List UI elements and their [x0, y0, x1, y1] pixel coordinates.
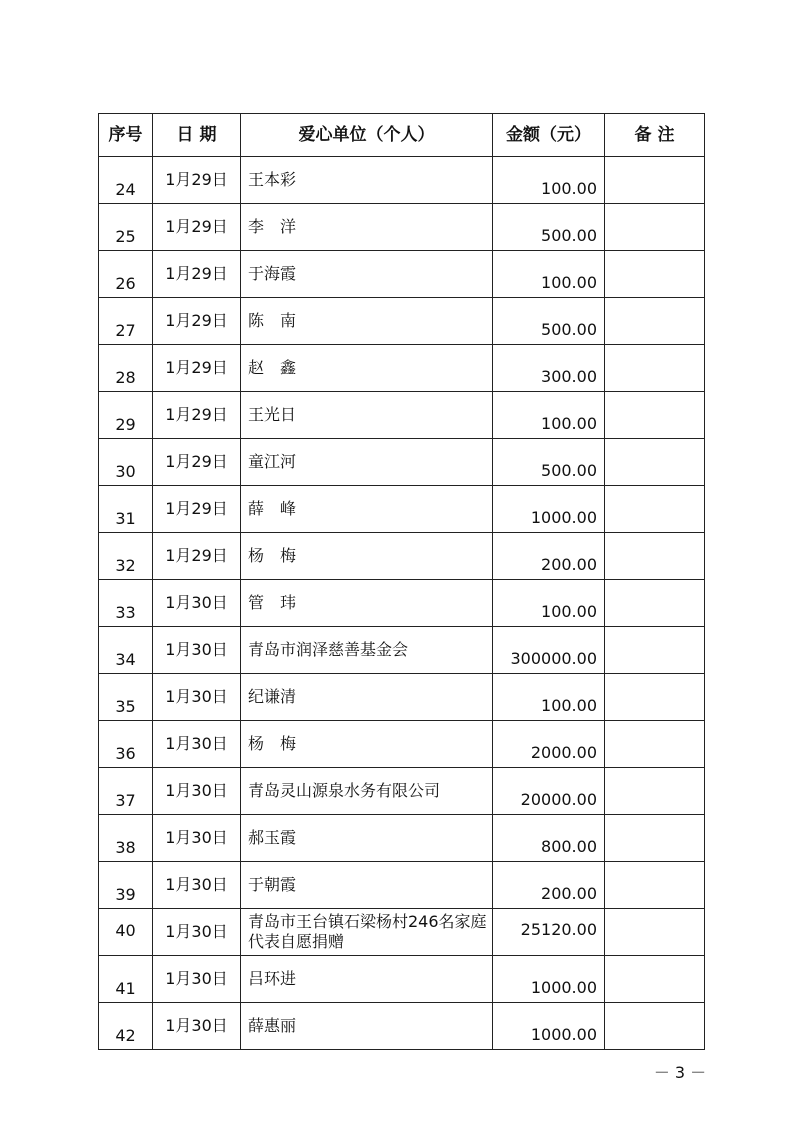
cell-donor: 薛惠丽 [241, 1003, 493, 1050]
cell-amount: 25120.00 [493, 909, 605, 956]
header-note: 备 注 [605, 114, 705, 157]
header-donor: 爱心单位（个人） [241, 114, 493, 157]
header-amount: 金额（元） [493, 114, 605, 157]
cell-seq: 32 [99, 533, 153, 580]
cell-note [605, 627, 705, 674]
cell-note [605, 1003, 705, 1050]
table-row [99, 533, 705, 580]
cell-amount: 500.00 [493, 298, 605, 345]
cell-amount: 300.00 [493, 345, 605, 392]
cell-note [605, 204, 705, 251]
table-row [99, 251, 705, 298]
cell-amount: 20000.00 [493, 768, 605, 815]
table-row [99, 439, 705, 486]
cell-donor: 郝玉霞 [241, 815, 493, 862]
cell-seq: 31 [99, 486, 153, 533]
table-row [99, 1003, 705, 1050]
cell-donor: 童江河 [241, 439, 493, 486]
table-row [99, 862, 705, 909]
cell-seq: 27 [99, 298, 153, 345]
cell-note [605, 251, 705, 298]
cell-donor: 赵 鑫 [241, 345, 493, 392]
cell-date: 1月30日 [153, 862, 241, 909]
cell-date: 1月29日 [153, 251, 241, 298]
table-row [99, 768, 705, 815]
cell-donor: 薛 峰 [241, 486, 493, 533]
cell-amount: 100.00 [493, 392, 605, 439]
cell-donor: 于朝霞 [241, 862, 493, 909]
cell-date: 1月30日 [153, 580, 241, 627]
cell-date: 1月30日 [153, 815, 241, 862]
cell-note [605, 439, 705, 486]
table-row [99, 345, 705, 392]
cell-amount: 200.00 [493, 533, 605, 580]
cell-donor: 李 洋 [241, 204, 493, 251]
cell-note [605, 486, 705, 533]
cell-note [605, 580, 705, 627]
cell-seq: 37 [99, 768, 153, 815]
table-row [99, 157, 705, 204]
cell-note [605, 157, 705, 204]
cell-donor: 吕环进 [241, 956, 493, 1003]
cell-seq: 42 [99, 1003, 153, 1050]
cell-date: 1月30日 [153, 768, 241, 815]
cell-note [605, 862, 705, 909]
cell-seq: 25 [99, 204, 153, 251]
cell-note [605, 768, 705, 815]
cell-donor: 管 玮 [241, 580, 493, 627]
cell-donor: 青岛市润泽慈善基金会 [241, 627, 493, 674]
cell-date: 1月30日 [153, 627, 241, 674]
cell-donor: 纪谦清 [241, 674, 493, 721]
cell-seq: 29 [99, 392, 153, 439]
cell-seq: 28 [99, 345, 153, 392]
cell-date: 1月29日 [153, 486, 241, 533]
cell-seq: 39 [99, 862, 153, 909]
cell-amount: 100.00 [493, 674, 605, 721]
header-seq: 序号 [99, 114, 153, 157]
cell-seq: 34 [99, 627, 153, 674]
cell-note [605, 956, 705, 1003]
table-row [99, 627, 705, 674]
cell-amount: 100.00 [493, 580, 605, 627]
cell-note [605, 392, 705, 439]
cell-seq: 26 [99, 251, 153, 298]
cell-seq: 30 [99, 439, 153, 486]
cell-amount: 1000.00 [493, 486, 605, 533]
cell-donor: 王光日 [241, 392, 493, 439]
table-row [99, 392, 705, 439]
cell-date: 1月30日 [153, 721, 241, 768]
cell-amount: 500.00 [493, 204, 605, 251]
cell-seq: 38 [99, 815, 153, 862]
cell-date: 1月30日 [153, 1003, 241, 1050]
cell-note [605, 721, 705, 768]
cell-note [605, 345, 705, 392]
header-date: 日 期 [153, 114, 241, 157]
table-row [99, 298, 705, 345]
cell-seq: 33 [99, 580, 153, 627]
cell-donor: 陈 南 [241, 298, 493, 345]
cell-seq: 24 [99, 157, 153, 204]
cell-donor: 于海霞 [241, 251, 493, 298]
cell-amount: 300000.00 [493, 627, 605, 674]
cell-donor: 青岛市王台镇石梁杨村246名家庭代表自愿捐赠 [241, 909, 493, 956]
cell-amount: 100.00 [493, 157, 605, 204]
cell-note [605, 909, 705, 956]
cell-amount: 1000.00 [493, 1003, 605, 1050]
cell-date: 1月29日 [153, 345, 241, 392]
cell-date: 1月30日 [153, 956, 241, 1003]
cell-seq: 36 [99, 721, 153, 768]
cell-seq: 40 [99, 909, 153, 956]
cell-seq: 35 [99, 674, 153, 721]
cell-donor: 杨 梅 [241, 721, 493, 768]
cell-note [605, 674, 705, 721]
donation-table [98, 113, 705, 1050]
cell-amount: 1000.00 [493, 956, 605, 1003]
cell-date: 1月29日 [153, 439, 241, 486]
cell-amount: 800.00 [493, 815, 605, 862]
cell-date: 1月29日 [153, 204, 241, 251]
table-row [99, 580, 705, 627]
cell-donor: 青岛灵山源泉水务有限公司 [241, 768, 493, 815]
cell-date: 1月29日 [153, 298, 241, 345]
cell-date: 1月29日 [153, 533, 241, 580]
table-row [99, 486, 705, 533]
table-row [99, 204, 705, 251]
cell-date: 1月30日 [153, 909, 241, 956]
table-row [99, 674, 705, 721]
cell-note [605, 298, 705, 345]
cell-donor: 杨 梅 [241, 533, 493, 580]
cell-amount: 500.00 [493, 439, 605, 486]
table-row [99, 721, 705, 768]
cell-amount: 200.00 [493, 862, 605, 909]
table-row [99, 956, 705, 1003]
cell-seq: 41 [99, 956, 153, 1003]
page-number: － 3 － [653, 1063, 707, 1082]
table-row [99, 815, 705, 862]
cell-note [605, 815, 705, 862]
table-row [99, 909, 705, 956]
cell-date: 1月29日 [153, 157, 241, 204]
cell-note [605, 533, 705, 580]
cell-amount: 2000.00 [493, 721, 605, 768]
cell-date: 1月29日 [153, 392, 241, 439]
table-header-row [99, 114, 705, 157]
cell-date: 1月30日 [153, 674, 241, 721]
cell-donor: 王本彩 [241, 157, 493, 204]
cell-amount: 100.00 [493, 251, 605, 298]
table-body [99, 157, 705, 1050]
